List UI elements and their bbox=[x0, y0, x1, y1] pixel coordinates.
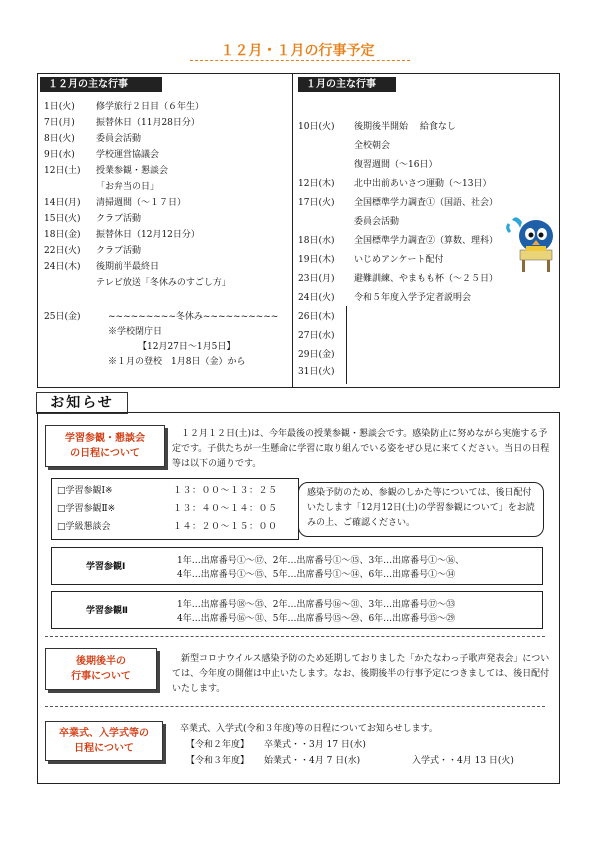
list-item bbox=[44, 101, 289, 117]
list-item bbox=[298, 349, 556, 367]
column-divider bbox=[292, 73, 293, 388]
session-line: 4年…出席番号⑯～㉛、5年…出席番号⑮～㉙、6年…出席番号⑮～㉙ bbox=[177, 614, 456, 624]
session-name: 学習参観Ⅱ bbox=[86, 606, 128, 616]
event-text: 全国標準学力調査①（国語、社会） bbox=[354, 198, 499, 208]
list-item bbox=[298, 140, 556, 158]
list-item bbox=[44, 133, 289, 149]
fiscal-year: 【令和３年度】 bbox=[186, 756, 250, 766]
time-value: １３：４０～１４：０５ bbox=[173, 504, 278, 514]
list-item bbox=[44, 197, 289, 213]
time-row bbox=[57, 503, 295, 519]
list-item bbox=[44, 213, 289, 229]
label-line: 行事について bbox=[71, 671, 131, 682]
list-item bbox=[298, 178, 556, 196]
label-line: 日程について bbox=[74, 743, 134, 754]
event-date: 27日(水) bbox=[298, 331, 335, 341]
list-item bbox=[298, 292, 556, 310]
label-line: 後期後半の bbox=[76, 656, 126, 667]
list-item bbox=[44, 277, 289, 293]
list-item bbox=[298, 366, 556, 384]
event-date: 12日(木) bbox=[298, 179, 335, 189]
event-date: 19日(木) bbox=[298, 255, 335, 265]
ceremony-row bbox=[186, 739, 546, 755]
event-date: 7日(月) bbox=[44, 118, 75, 128]
event-date: 23日(月) bbox=[298, 274, 335, 284]
event-text: 令和５年度入学予定者説明会 bbox=[354, 293, 472, 303]
event-text: 「お弁当の日」 bbox=[96, 182, 160, 192]
event-text: 復習週間（～16日） bbox=[354, 160, 438, 170]
event-text: 避難訓練、やまもも杯（～２５日） bbox=[354, 274, 499, 284]
ceremony-item: 卒業式・・3月 17 日(水) bbox=[264, 740, 366, 750]
event-text: 北中出前あいさつ運動（～13日） bbox=[354, 179, 492, 189]
event-date: 14日(月) bbox=[44, 198, 81, 208]
list-item bbox=[44, 229, 289, 245]
time-value: １３：００～１３：２５ bbox=[173, 486, 278, 496]
event-text: 全国標準学力調査②（算数、理科） bbox=[354, 236, 499, 246]
event-text: 振替休日（12月12日分） bbox=[96, 230, 200, 240]
event-date: 9日(水) bbox=[44, 150, 75, 160]
list-item bbox=[44, 181, 289, 197]
event-text: 委員会活動 bbox=[96, 134, 142, 144]
event-date: 8日(火) bbox=[44, 134, 75, 144]
event-text: クラブ活動 bbox=[96, 246, 142, 256]
list-item bbox=[298, 159, 556, 177]
session-1-box bbox=[51, 547, 543, 585]
page-title: １２月・１月の行事予定 bbox=[220, 43, 375, 59]
infection-notice-bubble: 感染予防のため、参観のしかた等については、後日配付いたします「12月12日(土)の学習参観について」をお読みの上、ご確認ください。 bbox=[298, 482, 544, 537]
title-underline bbox=[190, 60, 410, 61]
ceremony-item: 始業式・・4月 7 日(水) bbox=[264, 756, 361, 766]
session-line: 1年…出席番号①～⑰、2年…出席番号①～⑮、3年…出席番号①～⑯、 bbox=[177, 556, 465, 566]
event-date: 18日(水) bbox=[298, 236, 335, 246]
notice-heading: お知らせ bbox=[36, 392, 128, 414]
time-value: １４：２０～１５：００ bbox=[173, 522, 278, 532]
label-line: 学習参観・懇談会 bbox=[65, 433, 145, 444]
fiscal-year: 【令和２年度】 bbox=[186, 740, 250, 750]
december-header: １２月の主な行事 bbox=[40, 77, 162, 92]
time-row bbox=[57, 485, 295, 501]
event-text: 後期前半最終日 bbox=[96, 262, 160, 272]
ceremony-dates bbox=[186, 739, 546, 773]
section-divider bbox=[45, 706, 545, 707]
time-row bbox=[57, 521, 295, 537]
winter-break-block bbox=[44, 311, 289, 381]
list-item bbox=[298, 311, 556, 329]
times-list bbox=[57, 485, 295, 539]
event-date: 29日(金) bbox=[298, 350, 335, 360]
event-date: 22日(火) bbox=[44, 246, 81, 256]
event-date: 15日(火) bbox=[44, 214, 81, 224]
list-item bbox=[298, 121, 556, 139]
list-item bbox=[298, 273, 556, 291]
ceremony-extra: 入学式・・4月 13 日(火) bbox=[412, 756, 514, 766]
list-item bbox=[44, 261, 289, 277]
event-text: いじめアンケート配付 bbox=[354, 255, 444, 265]
event-date: 10日(火) bbox=[298, 122, 335, 132]
january-date-divider bbox=[346, 306, 347, 384]
winter-break-line: ~~~~~~~~~冬休み~~~~~~~~~~ bbox=[108, 312, 279, 322]
session-line: 1年…出席番号⑱～㉟、2年…出席番号⑯～㉛、3年…出席番号⑰～㉝ bbox=[177, 600, 456, 610]
later-events-text: 新型コロナウイルス感染予防のため延期しておりました「かたなわっ子歌声発表会」については、今年度の開催は中止いたします。なお、後期後半の行事予定につきましては、後日配付いたします。 bbox=[172, 654, 550, 694]
later-events-label bbox=[45, 648, 157, 690]
january-attendance-note: ※１月の登校 1月8日（金）から bbox=[108, 357, 246, 367]
event-text: 清掃週間（～１７日） bbox=[96, 198, 187, 208]
list-item bbox=[44, 149, 289, 165]
event-text: 修学旅行２日目（６年生） bbox=[96, 102, 205, 112]
session-name: 学習参観Ⅰ bbox=[86, 562, 126, 572]
office-closed-note: ※学校閉庁日 bbox=[108, 327, 163, 337]
event-date: 12日(土) bbox=[44, 166, 81, 176]
event-date: 24日(火) bbox=[298, 293, 335, 303]
event-text: 学校運営協議会 bbox=[96, 150, 160, 160]
event-date: 25日(金) bbox=[44, 312, 81, 322]
office-closed-dates: 【12月27日～1月5日】 bbox=[138, 342, 236, 352]
ceremony-intro: 卒業式、入学式(令和３年度)等の日程についてお知らせします。 bbox=[180, 724, 438, 734]
label-line: の日程について bbox=[70, 448, 140, 459]
event-date: 1日(火) bbox=[44, 102, 75, 112]
session-2-box bbox=[51, 591, 543, 629]
event-text: テレビ放送「冬休みのすごし方」 bbox=[96, 278, 231, 288]
event-text: 委員会活動 bbox=[354, 217, 400, 227]
ceremony-row bbox=[186, 755, 546, 771]
january-header: １月の主な行事 bbox=[298, 77, 396, 92]
december-list bbox=[44, 101, 289, 381]
event-date: 26日(木) bbox=[298, 312, 335, 322]
open-class-label bbox=[45, 425, 165, 467]
event-text: 振替休日（11月28日分） bbox=[96, 118, 200, 128]
section-divider bbox=[45, 636, 545, 637]
event-text: 後期後半開始 給食なし bbox=[354, 122, 456, 132]
list-item bbox=[44, 117, 289, 133]
list-item bbox=[44, 245, 289, 261]
time-label: □学級懇談会 bbox=[57, 522, 111, 532]
list-item bbox=[298, 330, 556, 348]
event-date: 31日(火) bbox=[298, 367, 335, 377]
list-item bbox=[44, 165, 289, 181]
time-label: □学習参観Ⅱ※ bbox=[57, 504, 116, 514]
event-text: 全校朝会 bbox=[354, 141, 391, 151]
event-text: 授業参観・懇談会 bbox=[96, 166, 169, 176]
label-line: 卒業式、入学式等の bbox=[59, 728, 149, 739]
event-text: クラブ活動 bbox=[96, 214, 142, 224]
event-date: 17日(火) bbox=[298, 198, 335, 208]
time-label: □学習参観Ⅰ※ bbox=[57, 486, 113, 496]
ceremony-label bbox=[45, 721, 163, 761]
open-class-text: １２月１２日(土)は、今年最後の授業参観・懇談会です。感染防止に努めながら実施する予定です。子供たちが一生懸命に学習に取り組んでいる姿をぜひ見に来てください。当日の日程等は以下の通りです。 bbox=[172, 429, 550, 469]
event-date: 18日(金) bbox=[44, 230, 81, 240]
event-date: 24日(木) bbox=[44, 262, 81, 272]
session-line: 4年…出席番号①～⑮、5年…出席番号①～⑭、6年…出席番号①～⑭ bbox=[177, 570, 456, 580]
mascot-illustration bbox=[506, 212, 562, 274]
